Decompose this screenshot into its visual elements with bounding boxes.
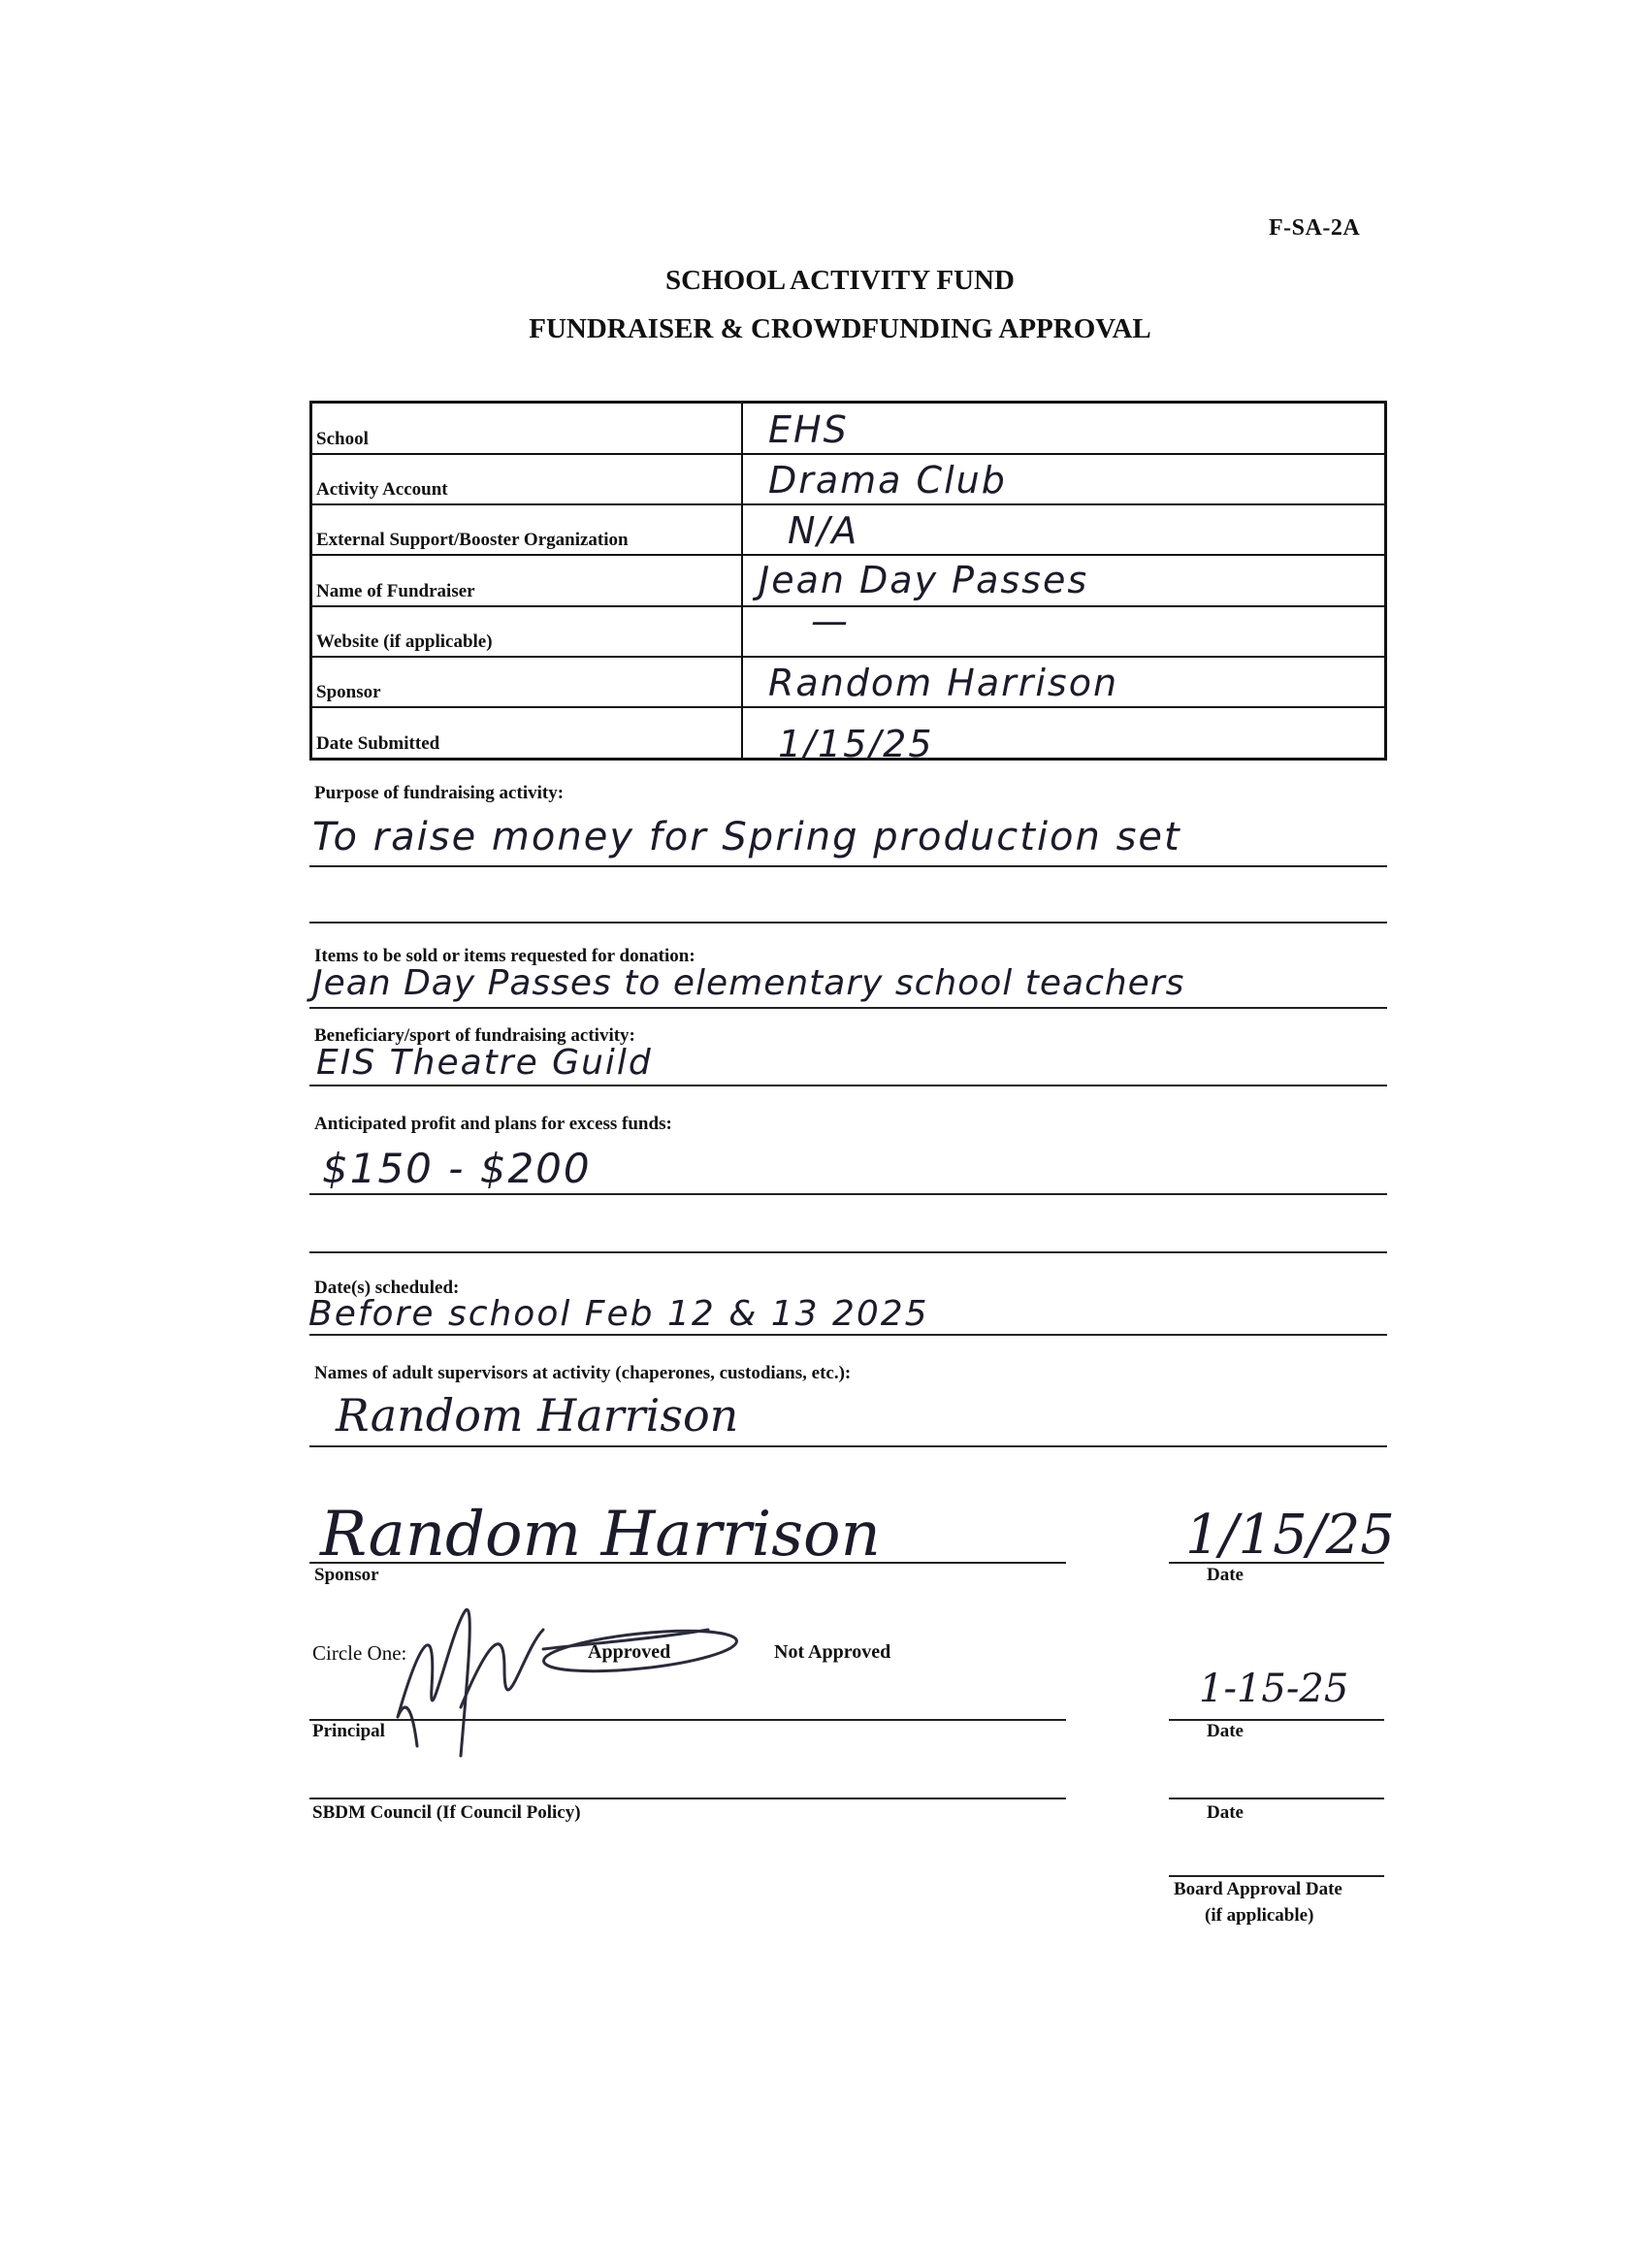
principal-date-label: Date <box>1207 1721 1244 1741</box>
sponsor-row-value: Random Harrison <box>768 662 1119 705</box>
table-row <box>311 707 1386 759</box>
beneficiary-value: EIS Theatre Guild <box>316 1043 653 1083</box>
form-subtitle: FUNDRAISER & CROWDFUNDING APPROVAL <box>529 313 1151 344</box>
items-label: Items to be sold or items requested for donation: <box>314 946 695 966</box>
table-row <box>311 555 1386 605</box>
website-value-cell <box>742 599 1386 657</box>
booster-org-value-cell <box>742 504 1386 555</box>
booster-org-value: N/A <box>788 509 859 553</box>
purpose-line-1 <box>309 865 1387 867</box>
purpose-value: To raise money for Spring production set <box>312 815 1181 859</box>
approved-option: Approved <box>588 1641 671 1663</box>
profit-line-1 <box>309 1193 1387 1195</box>
fundraiser-name-value: Jean Day Passes <box>759 558 1089 601</box>
table-row <box>311 454 1386 504</box>
supervisors-value: Random Harrison <box>336 1389 739 1442</box>
table-row <box>311 403 1386 454</box>
board-approval-note: (if applicable) <box>1205 1905 1314 1926</box>
not-approved-option: Not Approved <box>774 1641 891 1663</box>
principal-signature-line <box>309 1719 1066 1721</box>
principal-label: Principal <box>312 1721 385 1741</box>
sponsor-row-value-cell <box>742 657 1386 707</box>
profit-label: Anticipated profit and plans for excess funds: <box>314 1114 672 1134</box>
profit-value: $150 - $200 <box>322 1145 592 1192</box>
table-row <box>311 657 1386 707</box>
supervisors-line <box>309 1445 1387 1447</box>
purpose-line-2 <box>309 922 1387 923</box>
info-table <box>309 401 1387 765</box>
sponsor-date-line <box>1169 1562 1384 1564</box>
form-title: SCHOOL ACTIVITY FUND <box>665 265 1015 296</box>
school-value-cell <box>742 403 1386 454</box>
table-row <box>311 504 1386 555</box>
dates-label: Date(s) scheduled: <box>314 1278 460 1298</box>
booster-org-label: External Support/Booster Organization <box>311 504 743 555</box>
sponsor-row-label: Sponsor <box>311 657 743 707</box>
dates-value: Before school Feb 12 & 13 2025 <box>308 1294 929 1334</box>
sbdm-date-label: Date <box>1207 1802 1244 1823</box>
board-approval-label: Board Approval Date <box>1174 1879 1342 1899</box>
principal-date-line <box>1169 1719 1384 1721</box>
activity-account-value: Drama Club <box>768 459 1007 502</box>
items-line <box>309 1007 1387 1009</box>
beneficiary-line <box>309 1085 1387 1086</box>
website-value: — <box>811 599 850 642</box>
date-submitted-value-cell <box>742 707 1386 765</box>
principal-signature-scribble <box>359 1591 747 1775</box>
approved-circle-mark <box>542 1624 739 1679</box>
supervisors-label: Names of adult supervisors at activity (chaperones, custodians, etc.): <box>314 1363 852 1383</box>
board-approval-line <box>1169 1875 1384 1877</box>
dates-line <box>309 1334 1387 1336</box>
fundraiser-name-value-cell <box>742 555 1386 605</box>
sponsor-signature: Random Harrison <box>320 1499 881 1571</box>
beneficiary-label: Beneficiary/sport of fundraising activity: <box>314 1025 635 1046</box>
date-submitted-value: 1/15/25 <box>778 723 934 765</box>
items-value: Jean Day Passes to elementary school teachers <box>312 963 1185 1003</box>
sponsor-date-value: 1/15/25 <box>1185 1504 1395 1567</box>
sbdm-label: SBDM Council (If Council Policy) <box>312 1802 581 1823</box>
date-submitted-label: Date Submitted <box>311 707 743 759</box>
website-label: Website (if applicable) <box>311 606 743 657</box>
table-row <box>311 606 1386 657</box>
sponsor-date-label: Date <box>1207 1565 1244 1585</box>
sponsor-signature-line <box>309 1562 1066 1564</box>
fundraiser-name-label: Name of Fundraiser <box>311 555 743 605</box>
profit-line-2 <box>309 1251 1387 1253</box>
purpose-label: Purpose of fundraising activity: <box>314 783 565 803</box>
sbdm-signature-line <box>309 1798 1066 1799</box>
sbdm-date-line <box>1169 1798 1384 1799</box>
principal-date-value: 1-15-25 <box>1199 1667 1349 1711</box>
school-value: EHS <box>768 407 849 451</box>
sponsor-label: Sponsor <box>314 1565 379 1585</box>
activity-account-value-cell <box>742 454 1386 504</box>
form-id: F-SA-2A <box>1269 215 1361 241</box>
activity-account-label: Activity Account <box>311 454 743 504</box>
circle-one-label: Circle One: <box>312 1641 407 1665</box>
school-label: School <box>311 403 743 454</box>
